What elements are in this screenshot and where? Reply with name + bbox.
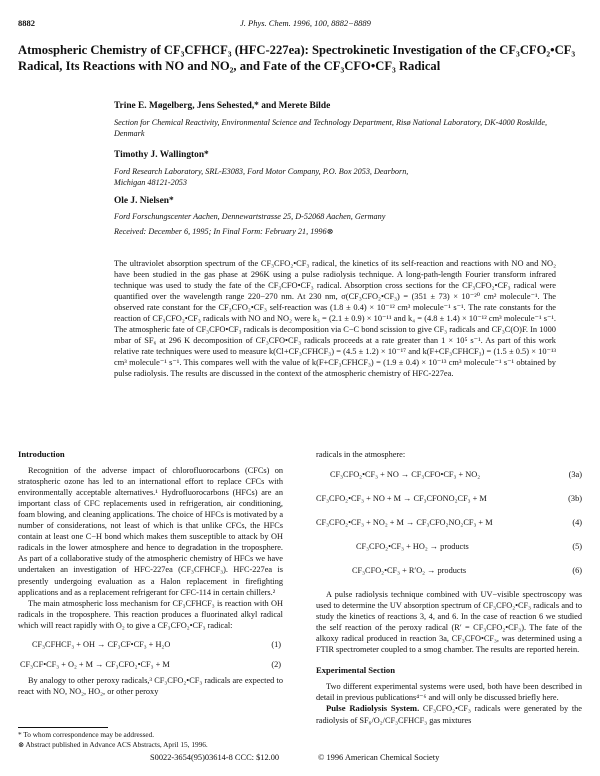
footer-copyright: © 1996 American Chemical Society — [318, 753, 440, 762]
equation-3b: CF₃CFO₂•CF₃ + NO + M → CF₃CFONO₂CF₃ + M — [316, 494, 487, 504]
equation-6-row — [316, 559, 582, 583]
equation-3b-number: (3b) — [568, 494, 582, 504]
equation-5-row — [316, 535, 582, 559]
left-column — [18, 449, 283, 697]
section-heading-experimental: Experimental Section — [316, 665, 396, 676]
intro-paragraph-1: Recognition of the adverse impact of chlorofluorocarbons (CFCs) on stratospheric ozone has led to an international effort to replace CFCs with environmentally acceptable alternatives.¹ Hydrofluorocarbons (HFCs) are an important class of CFC replacements used in refrigeration, air conditioning, foam blowing, and cleaning applications. The choice of HFCs is motivated by a number of considerations, not least of which is that unlike CFCs, the HFCs contain at least one C−H bond which makes them susceptible to attack by OH radicals in the lower atmosphere and hence to degradation in the troposphere. As part of a collaborative study of the atmospheric chemistry of HFCs we have undertaken an investigation of HFC-227ea (CF₃CFHCF₃). HFC-227ea is presently undergoing evaluation as a Halon replacement in firefighting applications and as a replacement refrigerant for CFC-114 in certain chillers.² — [18, 466, 283, 597]
intro-paragraph-2: The main atmospheric loss mechanism for CF₃CFHCF₃ is reaction with OH radicals in the troposphere. This reaction produces a fluorinated alkyl radical which will react rapidly with O₂ to give a CF₃CFO₂•CF₃ radical: — [18, 598, 283, 630]
section-heading-introduction: Introduction — [18, 449, 65, 459]
footnote-abstract-published: ⊗ Abstract published in Advance ACS Abstracts, April 15, 1996. — [18, 739, 208, 749]
equation-2: CF₃CF•CF₃ + O₂ + M → CF₃CFO₂•CF₃ + M — [20, 659, 170, 669]
footnote-correspondence: * To whom correspondence may be addressed. — [18, 730, 155, 739]
equation-6: CF₃CFO₂•CF₃ + R′O₂ → products — [352, 566, 467, 576]
equation-3a: CF₃CFO₂•CF₃ + NO → CF₃CFO•CF₃ + NO₂ — [330, 470, 481, 480]
equation-5-number: (5) — [572, 542, 582, 552]
abstract: The ultraviolet absorption spectrum of the CF₃CFO₂•CF₃ radical, the kinetics of its self-reaction and reactions with NO and NO₂ have been studied in the gas phase at 296K using a pulse radiolysis technique. A long-path-length Fourier transform infrared technique was used to study the fate of the CF₃CFO•CF₃ radical. Absorption cross sections for the CF₃CFO₂•CF₃ radical were quantified over the wavelength range 220−270 nm. At 230 nm, σ(CF₃CFO₂•CF₃) = (351 ± 73) × 10⁻²⁰ cm² molecule⁻¹. The observed rate constant for the CF₃CFO₂•CF₃ self-reaction was (1.8 ± 0.4) × 10⁻¹² cm³ molecule⁻¹ s⁻¹. The rate constants for the reaction of CF₃CFO₂•CF₃ radicals with NO and NO₂ were k₃ = (2.1 ± 0.9) × 10⁻¹¹ and k₄ = (4.8 ± 1.4) × 10⁻¹² cm³ molecule⁻¹ s⁻¹. The atmospheric fate of CF₃CFO•CF₃ radicals is decomposition via C−C bond scission to give CF₃ radicals and CF₃C(O)F. In 1000 mbar of SF₆ at 296 K decomposition of CF₃CFO•CF₃ radicals proceeds at a rate greater than 1 × 10⁵ s⁻¹. As part of this work relative rate techniques were used to measure k(Cl+CF₃CFHCF₃) = (4.5 ± 1.2) × 10⁻¹⁷ and k(F+CF₃CFHCF₃) = (1.5 ± 0.5) × 10⁻¹³ cm³ molecule⁻¹ s⁻¹. This compares well with the value of k(F+CF₃CFHCF₃) = (1.9 ± 0.4) × 10⁻¹³ cm³ molecule⁻¹ s⁻¹ obtained by pulse radiolysis. The results are discussed in the context of the atmospheric chemistry of HFC-227ea. — [114, 259, 556, 379]
methods-paragraph: A pulse radiolysis technique combined with UV−visible spectroscopy was used to determine the UV absorption spectrum of CF₃CFO₂•CF₃ radicals and to study the kinetics of reactions 3, 4, and 6. In the case of reaction 6 we studied the self reaction of the peroxy radical (R′ = CF₃CFO₂•CF₃). The fate of the alkoxy radical produced in reaction 3a, CF₃CFO•CF₃, was determined using a FTIR spectrometer coupled to a smog chamber. The results are reported herein. — [316, 590, 582, 655]
equation-3a-number: (3a) — [568, 470, 582, 480]
footnote-rule — [18, 727, 108, 728]
equation-2-number: (2) — [271, 659, 281, 669]
journal-citation: J. Phys. Chem. 1996, 100, 8882−8889 — [240, 18, 371, 28]
equation-4-row — [316, 511, 582, 535]
page-number: 8882 — [18, 18, 35, 28]
article-title: Atmospheric Chemistry of CF₃CFHCF₃ (HFC-227ea): Spectrokinetic Investigation of the CF₃CFO₂•CF₃ Radical, Its Reactions with NO and NO₂, and Fate of the CF₃CFO•CF₃ Radical — [18, 43, 576, 73]
radicals-intro: radicals in the atmosphere: — [316, 450, 406, 459]
author-group-1: Trine E. Møgelberg, Jens Sehested,* and Merete Bilde — [114, 101, 331, 111]
equation-5: CF₃CFO₂•CF₃ + HO₂ → products — [356, 542, 469, 552]
equation-1-row — [18, 635, 283, 655]
subheading-pulse-radiolysis: Pulse Radiolysis System. — [326, 703, 420, 714]
equation-3a-row — [316, 463, 582, 487]
equation-4-number: (4) — [572, 518, 582, 528]
equation-1-number: (1) — [271, 639, 281, 649]
pulse-radiolysis-paragraph: CF₃CFO₂•CF₃ radicals were generated by the radiolysis of SF₆/O₂/CF₃CFHCF₃ gas mixtures — [316, 704, 582, 725]
author-group-3: Ole J. Nielsen* — [114, 196, 174, 206]
affiliation-2: Ford Research Laboratory, SRL-E3083, Ford Motor Company, P.O. Box 2053, Dearborn, Michigan 48121-2053 — [114, 167, 409, 187]
footnotes — [18, 730, 283, 749]
author-group-2: Timothy J. Wallington* — [114, 150, 209, 160]
affiliation-3: Ford Forschungscenter Aachen, Dennewartstrasse 25, D-52068 Aachen, Germany — [114, 212, 386, 221]
received-dates: Received: December 6, 1995; In Final Form: February 21, 1996⊗ — [114, 227, 334, 236]
equation-2-row — [18, 655, 283, 675]
equation-3b-row — [316, 487, 582, 511]
intro-paragraph-3: By analogy to other peroxy radicals,³ CF₃CFO₂•CF₃ radicals are expected to react with NO, NO₂, HO₂, or other peroxy — [18, 675, 283, 696]
experimental-paragraph: Two different experimental systems were used, both have been described in detail in previous publications⁴⁻⁶ and will only be discussed briefly here. — [316, 682, 582, 703]
affiliation-1: Section for Chemical Reactivity, Environmental Science and Technology Department, Risø National Laboratory, DK-4000 Roskilde, Denmark — [114, 118, 548, 138]
right-column — [316, 449, 582, 726]
equation-6-number: (6) — [572, 566, 582, 576]
equation-1: CF₃CFHCF₃ + OH → CF₃CF•CF₃ + H₂O — [32, 639, 171, 649]
footer-code: S0022-3654(95)03614-8 CCC: $12.00 — [150, 753, 280, 762]
equation-4: CF₃CFO₂•CF₃ + NO₂ + M → CF₃CFO₂NO₂CF₃ + M — [316, 518, 493, 528]
